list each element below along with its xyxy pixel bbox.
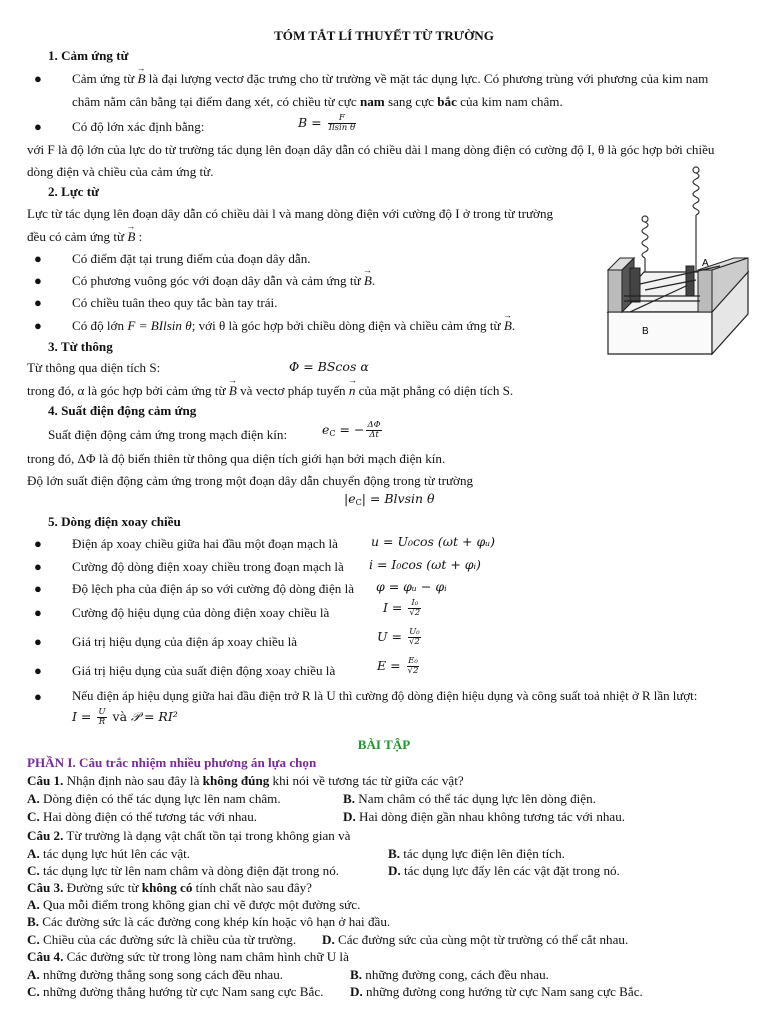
s3-paragraph-line-1: Từ thông qua diện tích S:	[27, 360, 161, 375]
s4-paragraph-line-2: trong đó, ΔΦ là độ biến thiên từ thông qua diện tích giới hạn bởi mạch điện kín.	[27, 451, 446, 466]
q4-option-b[interactable]: B. những đường cong, cách đều nhau.	[350, 967, 549, 982]
magnet-experiment-figure	[600, 162, 760, 362]
q3-option-b[interactable]: B. Các đường sức là các đường cong khép kín hoặc vô hạn ở hai đầu.	[27, 914, 391, 929]
q4-option-c[interactable]: C. những đường thẳng hướng từ cực Nam sang cực Bắc.	[27, 984, 324, 999]
vector-n: → n	[349, 384, 356, 397]
q4-option-d[interactable]: D. những đường cong hướng từ cực Nam sang cực Bắc.	[350, 984, 643, 999]
s5-bullet-6: Giá trị hiệu dụng của suất điện động xoay chiều là	[72, 663, 336, 678]
s1-bullet-1-line-2: châm nằm cân bằng tại điểm đang xét, có chiều từ cực nam sang cực bắc của kim nam châm.	[72, 94, 563, 109]
s5-bullet-7: Nếu điện áp hiệu dụng giữa hai đầu điện trở R là U thì cường độ dòng điện hiệu dụng và công suất toả nhiệt ở R lần lượt:	[72, 689, 698, 703]
q2-option-d[interactable]: D. tác dụng lực đẩy lên các vật đặt trong nó.	[388, 863, 620, 878]
q2-option-b[interactable]: B. tác dụng lực điện lên điện tích.	[388, 846, 565, 861]
formula-b: B = $\frac{F}{\text{Ilsin θ}}$	[298, 113, 356, 133]
formula-flux: Φ = BScos α	[289, 359, 369, 374]
vector-b: → B	[137, 72, 145, 85]
formula-power: I = $\frac{U}{R}$ và 𝒫 = RI²	[72, 707, 178, 727]
s1-bullet-1-line-1: Cảm ứng từ → B là đại lượng vectơ đặc trưng cho từ trường về mặt tác dụng lực. Có phương trùng với phương của kim nam	[72, 72, 708, 85]
vector-b: → B	[364, 274, 372, 287]
formula-motional-emf: $|e_C| = Blvsin$ θ	[344, 491, 435, 507]
spring-right	[693, 167, 699, 280]
q4-option-a[interactable]: A. những đường thẳng song song cách đều nhau.	[27, 967, 284, 982]
formula-rms-current: I = $\frac{\text{I₀}}{√2}$	[383, 598, 421, 618]
pole-plate-left	[630, 268, 640, 302]
bullet: ●	[34, 559, 42, 574]
page-title: TÓM TẮT LÍ THUYẾT TỪ TRƯỜNG	[274, 28, 494, 43]
section-2-heading: 2. Lực từ	[48, 184, 99, 199]
s2-bullet-3: Có chiều tuân theo quy tắc bàn tay trái.	[72, 295, 278, 310]
bullet: ●	[34, 71, 42, 86]
formula-current: i = I₀cos (ωt + φᵢ)	[369, 557, 481, 572]
bullet: ●	[34, 689, 42, 704]
bullet: ●	[34, 605, 42, 620]
question-3: Câu 3. Đường sức từ không có tính chất nào sau đây?	[27, 880, 312, 895]
s5-bullet-5: Giá trị hiệu dụng của điện áp xoay chiều là	[72, 634, 298, 649]
bullet: ●	[34, 251, 42, 266]
bullet: ●	[34, 119, 42, 134]
section-3-heading: 3. Từ thông	[48, 339, 113, 354]
s1-paragraph-line-1: với F là độ lớn của lực do từ trường tác dụng lên đoạn dây dẫn có chiều dài l mang dòng điện có cường độ I, θ là góc hợp bởi chiều	[27, 142, 715, 157]
s3-paragraph-line-2: trong đó, α là góc hợp bởi cảm ứng từ → B và vectơ pháp tuyến → n của mặt phẳng có diện tích S.	[27, 384, 513, 397]
q1-option-a[interactable]: A. Dòng điện có thể tác dụng lực lên nam châm.	[27, 791, 281, 806]
vector-b: → B	[229, 384, 237, 397]
exercises-heading: BÀI TẬP	[357, 737, 411, 752]
s5-bullet-4: Cường độ hiệu dụng của dòng điện xoay chiều là	[72, 605, 330, 620]
q2-option-a[interactable]: A. tác dụng lực hút lên các vật.	[27, 846, 191, 861]
bullet: ●	[34, 273, 42, 288]
section-4-heading: 4. Suất điện động cảm ứng	[48, 403, 197, 418]
question-2: Câu 2. Từ trường là dạng vật chất tồn tại trong không gian và	[27, 828, 351, 843]
bullet: ●	[34, 581, 42, 596]
formula-emf: $e_C$ = − $\frac{\Delta\Phi}{\Delta t}$	[322, 420, 381, 440]
bullet: ●	[34, 536, 42, 551]
vector-b: → B	[127, 230, 135, 243]
formula-voltage: u = U₀cos (ωt + φᵤ)	[371, 534, 496, 549]
q3-option-a[interactable]: A. Qua mỗi điểm trong không gian chỉ vẽ được một đường sức.	[27, 897, 361, 912]
s5-bullet-1: Điện áp xoay chiều giữa hai đầu một đoạn mạch là	[72, 536, 338, 551]
section-5-heading: 5. Dòng điện xoay chiều	[48, 514, 181, 529]
s1-paragraph-line-2: dòng điện và chiều của cảm ứng từ.	[27, 164, 214, 179]
bullet: ●	[34, 318, 42, 333]
s4-paragraph-line-1: Suất điện động cảm ứng trong mạch điện kín:	[48, 427, 288, 442]
s4-paragraph-line-3: Độ lớn suất điện động cảm ứng trong một đoạn dây dẫn chuyển động trong từ trường	[27, 473, 474, 488]
q2-option-c[interactable]: C. tác dụng lực từ lên nam châm và dòng điện đặt trong nó.	[27, 863, 340, 878]
bullet: ●	[34, 295, 42, 310]
part-1-heading: PHẦN I. Câu trắc nhiệm nhiều phương án lựa chọn	[27, 755, 317, 770]
formula-rms-voltage: U = $\frac{\text{U₀}}{√2}$	[377, 627, 420, 647]
s5-bullet-2: Cường độ dòng điện xoay chiều trong đoạn mạch là	[72, 559, 344, 574]
q1-option-c[interactable]: C. Hai dòng điện có thể tương tác với nhau.	[27, 809, 258, 824]
section-1-heading: 1. Cảm ứng từ	[48, 48, 129, 63]
vector-b: → B	[504, 319, 512, 332]
formula-rms-emf: E = $\frac{\text{E₀}}{√2}$	[377, 656, 419, 676]
question-4: Câu 4. Các đường sức từ trong lòng nam châm hình chữ U là	[27, 949, 349, 964]
q3-option-d[interactable]: D. Các đường sức của cùng một từ trường có thể cắt nhau.	[322, 932, 629, 947]
s2-bullet-4: Có độ lớn F = BIlsin θ; với θ là góc hợp bởi chiều dòng điện và chiều cảm ứng từ → B.	[72, 319, 515, 332]
s2-paragraph-line-2: đều có cảm ứng từ → B :	[27, 230, 142, 243]
question-1: Câu 1. Nhận định nào sau đây là không đúng khi nói về tương tác từ giữa các vật?	[27, 773, 464, 788]
label-a: A	[702, 258, 709, 269]
bullet: ●	[34, 663, 42, 678]
label-b: B	[642, 326, 649, 337]
s2-bullet-2: Có phương vuông góc với đoạn dây dẫn và cảm ứng từ → B.	[72, 274, 375, 287]
s5-bullet-3: Độ lệch pha của điện áp so với cường độ dòng điện là	[72, 581, 355, 596]
q1-option-b[interactable]: B. Nam châm có thể tác dụng lực lên dòng điện.	[343, 791, 596, 806]
s2-paragraph-line-1: Lực từ tác dụng lên đoạn dây dẫn có chiều dài l và mang dòng điện với cường độ I ở trong từ trường	[27, 206, 554, 221]
s1-bullet-2: Có độ lớn xác định bằng:	[72, 119, 205, 134]
q1-option-d[interactable]: D. Hai dòng điện gần nhau không tương tác với nhau.	[343, 809, 626, 824]
s2-bullet-1: Có điểm đặt tại trung điểm của đoạn dây dẫn.	[72, 251, 311, 266]
formula-phase: φ = φᵤ − φᵢ	[376, 579, 447, 594]
bullet: ●	[34, 634, 42, 649]
q3-option-c[interactable]: C. Chiều của các đường sức là chiều của từ trường.	[27, 932, 297, 947]
